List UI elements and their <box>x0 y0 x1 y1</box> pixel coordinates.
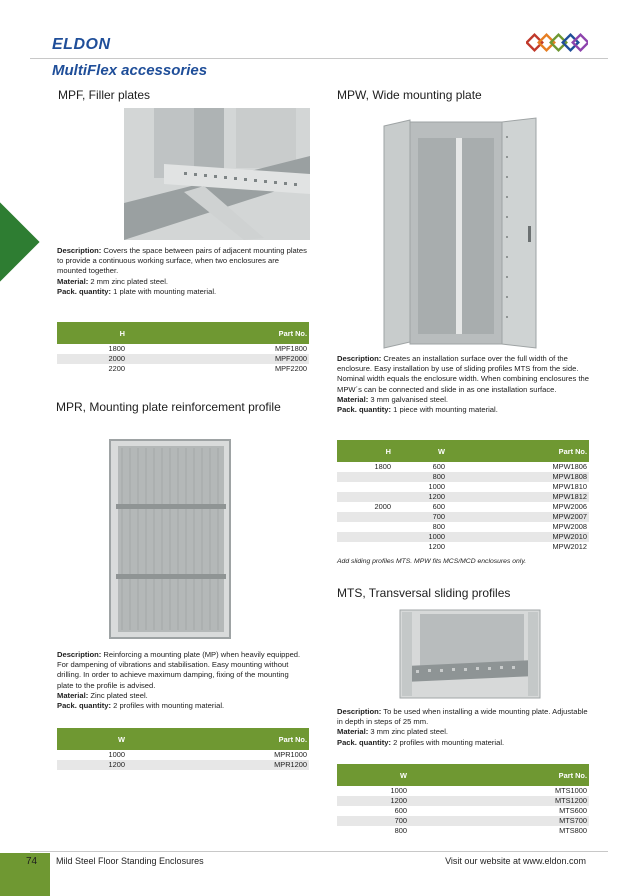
column-header-w: W <box>337 764 409 786</box>
cell-w: 800 <box>394 826 407 835</box>
cell-w: 1000 <box>428 482 445 491</box>
mpr-pack-line <box>57 701 307 711</box>
cell-h: 2000 <box>374 502 391 511</box>
mpr-description-text: Reinforcing a mounting plate (MP) when heavily equipped. For dampening of vibrations and stabilisation. Easy mounting without drilling. In order to achieve maximum damping, fixing of the mounting plate to the profile is advised. <box>57 650 301 690</box>
table-header-row <box>337 764 589 786</box>
eldon-logo-text: ELDON <box>52 36 111 53</box>
table-row <box>337 462 589 472</box>
mts-pack-line <box>337 738 589 748</box>
cell-part-no: MPW1812 <box>447 492 589 502</box>
mpr-material-text: Zinc plated steel. <box>88 690 148 700</box>
table-row <box>337 472 589 482</box>
cell-w: 800 <box>432 522 445 531</box>
cell-h <box>337 532 393 542</box>
mpr-pack-text: 2 profiles with mounting material. <box>111 701 225 711</box>
table-header-row <box>337 440 589 462</box>
cell-h <box>337 472 393 482</box>
page-title: MultiFlex accessories <box>52 62 208 79</box>
page-number-tab <box>0 853 50 896</box>
mts-description-text: To be used when installing a wide mounting plate. Adjustable in depth in steps of 25 mm. <box>337 707 588 727</box>
mpw-description-line <box>337 354 589 395</box>
mpf-pack-label: Pack. quantity: <box>57 286 112 296</box>
mpr-material-line <box>57 691 307 701</box>
mpf-spec-table <box>57 322 309 374</box>
cell-w: 1200 <box>428 542 445 551</box>
mpf-title: MPF, Filler plates <box>58 88 151 102</box>
mpr-photo-illustration <box>108 438 232 640</box>
cell-part-no: MPR1200 <box>127 760 309 770</box>
cell-part-no: MPW2008 <box>552 522 587 531</box>
table-row <box>337 482 589 492</box>
cell-w: 700 <box>337 816 409 826</box>
diamond-chain-icon <box>526 30 588 56</box>
mpw-material-label: Material: <box>337 394 369 404</box>
column-header-h: H <box>57 322 127 344</box>
column-header-part-no: Part No. <box>409 764 589 786</box>
cell-w: 1200 <box>337 796 409 806</box>
mts-spec-table <box>337 764 589 836</box>
mpr-description-label: Description: <box>57 650 102 659</box>
cell-part-no: MPW1806 <box>552 462 587 471</box>
table-row <box>57 750 309 760</box>
cell-w: 1000 <box>108 750 125 759</box>
mts-photo-illustration <box>396 606 544 702</box>
mpw-footnote: Add sliding profiles MTS. MPW fits MCS/MCD enclosures only. <box>337 558 527 565</box>
table-row <box>337 816 589 826</box>
cell-w: 800 <box>393 472 447 482</box>
cell-part-no: MTS800 <box>559 826 587 835</box>
table-row <box>57 364 309 374</box>
mpw-title: MPW, Wide mounting plate <box>337 88 482 102</box>
mts-pack-label: Pack. quantity: <box>337 737 392 747</box>
table-row <box>337 502 589 512</box>
mpw-description <box>337 354 589 415</box>
footer-divider <box>30 851 608 852</box>
column-header-w: W <box>393 440 447 462</box>
mpw-product-photo <box>378 116 542 352</box>
cell-part-no: MTS700 <box>409 816 589 826</box>
cell-w: 1200 <box>393 492 447 502</box>
cell-part-no: MTS600 <box>559 806 587 815</box>
mpw-description-label: Description: <box>337 354 382 363</box>
mpw-description-text: Creates an installation surface over the full width of the enclosure. Easy installation by use of sliding profiles MTS from the side. Nominal width equals the enclosure width. When combining enclosures the MPW´s can be connected and slide in as one installation surface. <box>337 354 589 394</box>
mpf-description-line <box>57 246 307 277</box>
mpf-material-line <box>57 277 307 287</box>
mpf-pack-text: 1 plate with mounting material. <box>111 286 217 296</box>
cell-part-no: MTS1000 <box>554 786 587 795</box>
cell-part-no: MPF1800 <box>274 344 307 353</box>
cell-h <box>337 492 393 502</box>
mts-description <box>337 707 589 748</box>
mpw-material-text: 3 mm galvanised steel. <box>368 394 449 404</box>
column-header-part-no: Part No. <box>127 728 309 750</box>
column-header-part-no: Part No. <box>447 440 589 462</box>
cell-part-no: MPW2006 <box>552 502 587 511</box>
mpr-description-line <box>57 650 307 691</box>
mts-product-photo <box>396 606 544 702</box>
cell-h <box>337 542 393 552</box>
table-row <box>57 760 309 770</box>
cell-w: 700 <box>393 512 447 522</box>
cell-w: 1000 <box>390 786 407 795</box>
cell-part-no: MPF2200 <box>274 364 307 373</box>
cell-h: 1800 <box>374 462 391 471</box>
mpf-pack-line <box>57 287 307 297</box>
table-row <box>337 512 589 522</box>
mpf-description-label: Description: <box>57 246 102 255</box>
column-header-w: W <box>57 728 127 750</box>
cell-h <box>337 482 393 492</box>
table-row <box>337 492 589 502</box>
cell-h <box>337 512 393 522</box>
cell-w: 1000 <box>393 532 447 542</box>
mpr-product-photo <box>108 438 232 640</box>
page-number: 74 <box>26 856 38 867</box>
cell-w: 600 <box>432 462 445 471</box>
mpw-pack-line <box>337 405 589 415</box>
mpw-pack-text: 1 piece with mounting material. <box>391 405 498 415</box>
mpw-pack-label: Pack. quantity: <box>337 405 392 415</box>
cell-w: 600 <box>432 502 445 511</box>
mts-material-label: Material: <box>337 727 369 737</box>
column-header-h: H <box>337 440 393 462</box>
cell-h <box>337 522 393 532</box>
table-row <box>337 826 589 836</box>
mpr-material-label: Material: <box>57 690 89 700</box>
mpw-material-line <box>337 395 589 405</box>
table-header-row <box>57 322 309 344</box>
footer-website-link[interactable]: Visit our website at www.eldon.com <box>445 856 586 866</box>
cell-part-no: MPW1810 <box>552 482 587 491</box>
table-row <box>337 786 589 796</box>
cell-h: 1800 <box>108 344 125 353</box>
mpf-material-text: 2 mm zinc plated steel. <box>88 276 169 286</box>
mpr-spec-table <box>57 728 309 770</box>
cell-part-no: MPR1000 <box>274 750 307 759</box>
cell-h: 2000 <box>57 354 127 364</box>
table-header-row <box>57 728 309 750</box>
table-row <box>337 806 589 816</box>
mpf-photo-illustration <box>124 108 310 240</box>
cell-w: 600 <box>394 806 407 815</box>
mts-description-line <box>337 707 589 727</box>
cell-w: 1200 <box>57 760 127 770</box>
mts-material-text: 3 mm zinc plated steel. <box>368 727 449 737</box>
mts-title: MTS, Transversal sliding profiles <box>337 586 511 600</box>
cell-part-no: MPF2000 <box>127 354 309 364</box>
mpw-photo-illustration <box>378 116 542 352</box>
mts-material-line <box>337 727 589 737</box>
table-row <box>337 542 589 552</box>
mts-pack-text: 2 profiles with mounting material. <box>391 737 505 747</box>
mpw-spec-table <box>337 440 589 552</box>
footer-section-name: Mild Steel Floor Standing Enclosures <box>56 856 204 866</box>
column-header-part-no: Part No. <box>127 322 309 344</box>
table-row <box>57 344 309 354</box>
table-row <box>57 354 309 364</box>
mpr-title: MPR, Mounting plate reinforcement profile <box>56 400 281 414</box>
mpf-description-text: Covers the space between pairs of adjacent mounting plates to provide a continuous working surface, when two enclosures are mounted together. <box>57 246 307 276</box>
cell-part-no: MPW2012 <box>552 542 587 551</box>
cell-part-no: MPW2007 <box>447 512 589 522</box>
cell-part-no: MPW1808 <box>447 472 589 482</box>
table-row <box>337 522 589 532</box>
cell-part-no: MPW2010 <box>447 532 589 542</box>
mpf-product-photo <box>124 108 310 240</box>
cell-part-no: MTS1200 <box>409 796 589 806</box>
mpf-material-label: Material: <box>57 276 89 286</box>
mpr-pack-label: Pack. quantity: <box>57 701 112 711</box>
mpf-description <box>57 246 307 297</box>
table-row <box>337 532 589 542</box>
table-row <box>337 796 589 806</box>
green-diamond-shape <box>0 202 40 281</box>
mts-description-label: Description: <box>337 707 382 716</box>
cell-h: 2200 <box>108 364 125 373</box>
header-divider <box>30 58 608 59</box>
eldon-logo <box>52 36 116 54</box>
mpr-description <box>57 650 307 711</box>
